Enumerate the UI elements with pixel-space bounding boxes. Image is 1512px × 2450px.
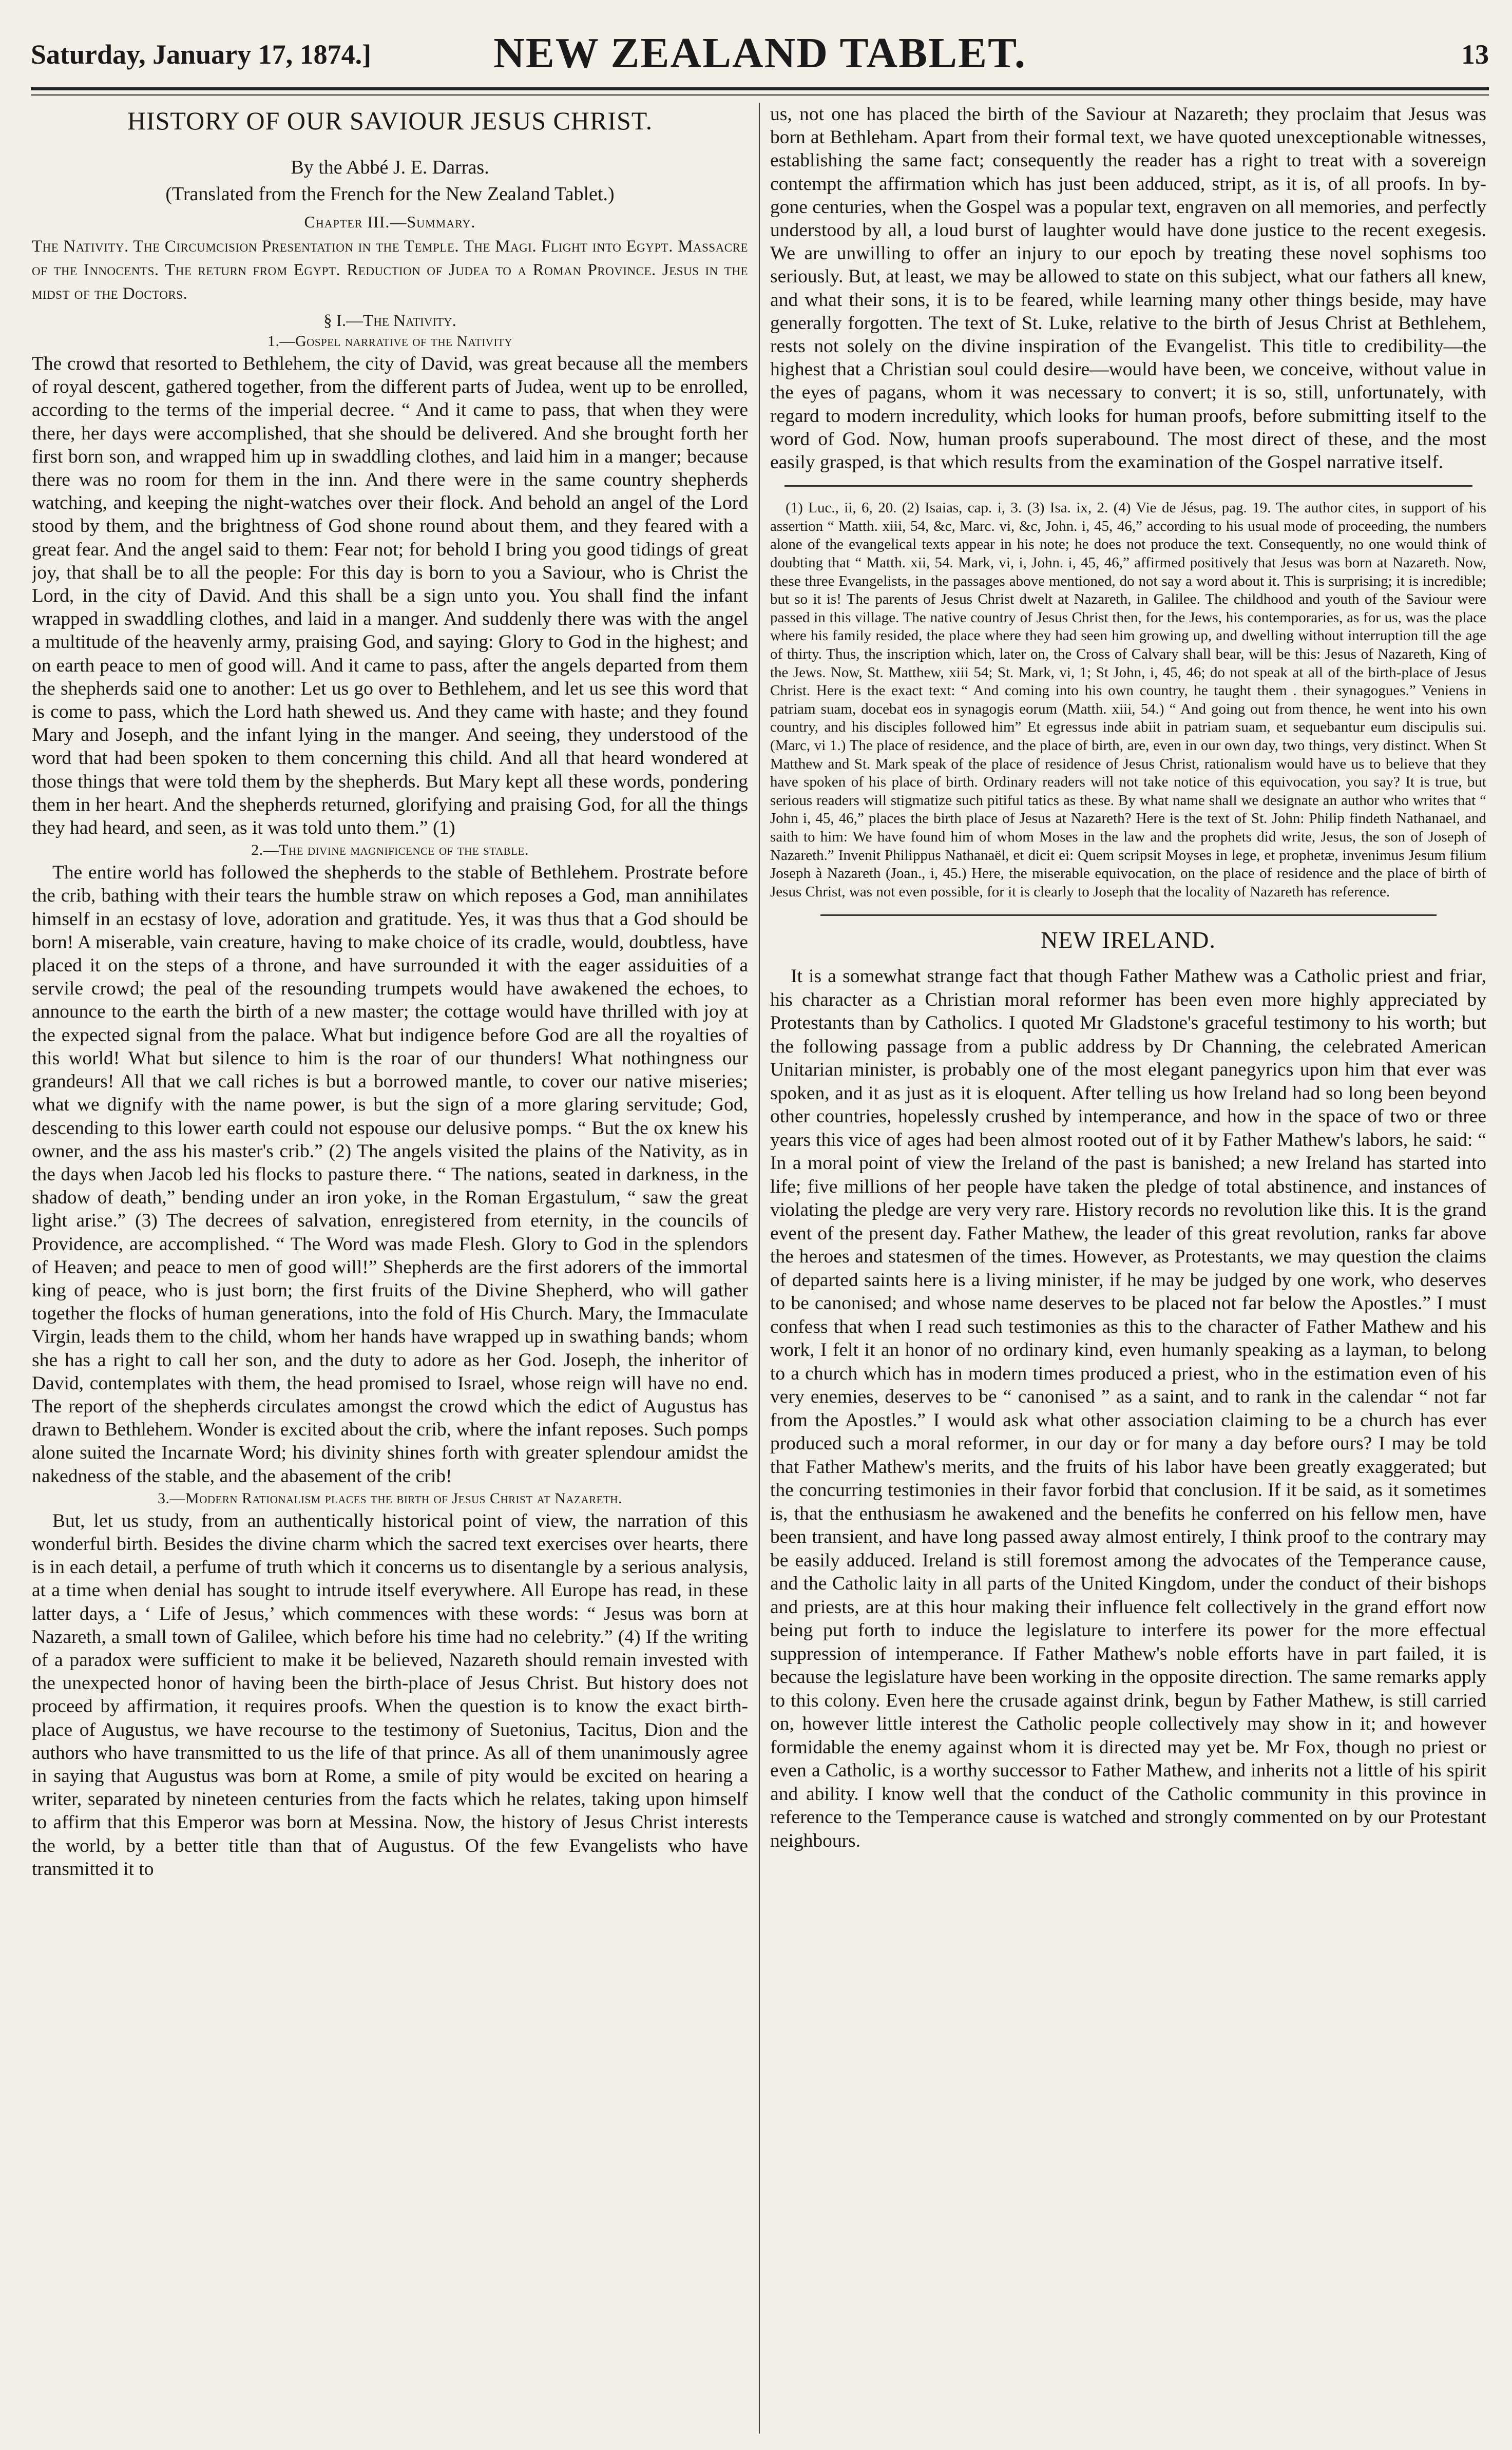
paragraph-stable: The entire world has followed the shepherds to the stable of Bethlehem. Prostrate before the crib, bathing with their tears the humble straw on which reposes a God, man annihilates himself in an ecstasy of love, adoration and gratitude. Yes, it was thus that a God should be born! A miserable, vain creature, having to make choice of its cradle, would, doubtless, have placed it on the steps of a throne, and have surrounded it with the eager assiduities of a servile crowd; the peal of the resounding trumpets would have awakened the echoes, to announce to the earth the birth of a new master; the cottage would have thrilled with joy at the expected signal from the palace. What but indigence before God are all the royalties of this world! What but silence to him is the roar of our thunders! What nothingness our grandeurs! All that we call riches is but a borrowed mantle, to cover our native miseries; what we dignify with the name power, is but the sign of a more glaring servitude; God, descending to this lower earth could not espouse our delusive pomps. “ But the ox knew his owner, and the ass his master's crib.” (2) The angels visited the plains of the Nativity, as in the days when Jacob led his flocks to pasture there. “ The nations, seated in darkness, in the shadow of death,” bending under an iron yoke, in the Roman Ergastulum, “ saw the great light arise.” (3) The decrees of salvation, enregistered from eternity, in the councils of Providence, are accomplished. “ The Word was made Flesh. Glory to God in the splendors of Heaven; and peace to men of good will!” Shepherds are the first adorers of the immortal king of peace, who is just born; the first fruits of the Divine Shepherd, who will gather together the flocks of human generations, into the fold of His Church. Mary, the Immaculate Virgin, leads them to the child, whom her hands have wrapped up in swathing bands; whom she has a right to call her son, and the duty to adore as her God. Joseph, the inheritor of David, contemplates with them, the head promised to Israel, whose reign will have no end. The report of the shepherds circulates amongst the crowd which the edict of Augustus has drawn to Bethlehem. Wonder is excited about the crib, where the infant reposes. Such pomps alone suited the Incarnate Word; his divinity shines forth with greater splendour amidst the nakedness of the stable, and the abasement of the crib!: [32, 862, 748, 1487]
chapter-summary: The Nativity. The Circumcision Presentation in the Temple. The Magi. Flight into Egypt. Massacre of the Innocents. The return from Egypt. Reduction of Judea to a Roman Province. Jesus in the midst of the Doctors.: [32, 237, 748, 303]
footnotes: (1) Luc., ii, 6, 20. (2) Isaias, cap. i, 3. (3) Isa. ix, 2. (4) Vie de Jésus, pag. 19. The author cites, in support of his assertion “ Matth. xiii, 54, &c, Marc. vi, &c, John. i, 45, 46,” according to his usual mode of proceeding, the numbers alone of the evangelical texts appear in his note; he does not produce the text. Consequently, no one would think of doubting that “ Matth. xii, 54. Mark, vi, i, John. i, 45, 46,” affirmed positively that Jesus was born at Nazareth. Now, these three Evangelists, in the passages above mentioned, do not say a word about it. This is surprising; it is incredible; but so it is! The parents of Jesus Christ dwelt at Nazareth, in Galilee. The childhood and youth of the Saviour were passed in this village. The native country of Jesus Christ then, for the Jews, his contemporaries, as for us, was the place where his family resided, the place where they had seen him growing up, and dwelling without interruption till the age of thirty. Thus, the inscription which, later on, the Cross of Calvary shall bear, will be this: Jesus of Nazareth, King of the Jews. Now, St. Matthew, xiii 54; St. Mark, vi, 1; St John, i, 45, 46; do not speak at all of the birth-place of Jesus Christ. Here is the exact text: “ And coming into his own country, he taught them . their synagogues.” Veniens in patriam suam, docebat eos in synagogis eorum (Matth. xiii, 54.) “ And going out from thence, he went into his own country, and his disciples followed him” Et egressus inde abiit in patriam suam, et sequebantur eum discipulis sui. (Marc, vi 1.) The place of residence, and the place of birth, are, even in our own day, two things, very distinct. When St Matthew and St. Mark speak of the place of residence of Jesus Christ, rationalism would have us to believe that they have spoken of his place of birth. Ordinary readers will not take notice of this equivocation, you say? It is true, but serious readers will stigmatize such pitiful tatics as these. By what name shall we designate an author who writes that “ John i, 45, 46,” places the birth place of Jesus at Nazareth? Here is the text of St. John: Philip findeth Nathanael, and saith to him: We have found him of whom Moses in the law and the prophets did write, Jesus, the son of Joseph of Nazareth.” Invenit Philippus Nathanaël, et dicit ei: Quem scripsit Moyses in lege, et prophetæ, invenimus Jesum filium Joseph à Nazareth (Joan., i, 45.) Here, the miserable equivocation, on the place of residence and the place of birth of Jesus Christ, was not even possible, for it is clearly to Joseph that the locality of Nazareth has reference.: [770, 500, 1486, 900]
section-heading: § I.—The Nativity.: [323, 312, 456, 330]
translation-note: (Translated from the French for the New Zealand Tablet.): [165, 183, 615, 205]
article-continuation: us, not one has placed the birth of the Saviour at Nazareth; they proclaim that Jesus was born at Bethleham. Apart from their formal text, we have quoted unexceptionable witnesses, establishing the same fact; consequently the reader has a right to treat with a sovereign contempt the affirmation which has just been adduced, stript, as it is, of all proofs. In by-gone centuries, when the Gospel was a popular text, engraven on all memories, and perfectly understood by all, a loud burst of laughter would have done justice to the recent exegesis. We are unwilling to offer an injury to our epoch by treating these novel sophisms too seriously. But, at least, we may be allowed to state on this subject, what our fathers all knew, and what their sons, it is to be feared, while learning many other things beside, may have generally forgotten. The text of St. Luke, relative to the birth of Jesus Christ at Bethlehem, rests not solely on the divine inspiration of the Evangelist. This title to credibility—the highest that a Christian soul could desire—would have been, we conceive, without value in the eyes of pagans, whom it was necessary to convert; it is so, still, unfortunately, with regard to modern incredulity, which looks for human proofs, before submitting itself to the word of God. Now, human proofs superabound. The most direct of these, and the most easily grasped, is that which results from the examination of the Gospel narrative itself.: [770, 104, 1486, 473]
page-number: 13: [1461, 39, 1489, 70]
masthead-rule-thin: [31, 94, 1489, 95]
paper-name: NEW ZEALAND TABLET.: [493, 29, 1026, 77]
article-title: HISTORY OF OUR SAVIOUR JESUS CHRIST.: [127, 106, 653, 135]
footnote-rule: [784, 485, 1472, 487]
left-column: [32, 103, 748, 2434]
article-separator: [820, 914, 1437, 916]
subheading-modern-rationalism: 3.—Modern Rationalism places the birth of Jesus Christ at Nazareth.: [158, 1489, 622, 1507]
article-title-new-ireland: NEW IRELAND.: [1041, 927, 1216, 953]
subheading-gospel-narrative: 1.—Gospel narrative of the Nativity: [267, 333, 512, 350]
right-column: [770, 103, 1486, 2434]
masthead-rule: [31, 87, 1489, 90]
paragraph-rationalism: But, let us study, from an authentically historical point of view, the narration of this wonderful birth. Besides the divine charm which the sacred text exercises over hearts, there is in each detail, a perfume of truth which it concerns us to disentangle by a serious analysis, at a time when denial has sought to intrude itself everywhere. All Europe has read, in these latter days, a ‘ Life of Jesus,’ which commences with these words: “ Jesus was born at Nazareth, a small town of Galilee, which before his time had no celebrity.” (4) If the writing of a paradox were sufficient to make it be believed, Nazareth should remain invested with the unexpected honor of having been the birth-place of Jesus Christ. But history does not proceed by affirmation, it requires proofs. When the question is to know the exact birth-place of Augustus, we have recourse to the testimony of Suetonius, Tacitus, Dion and the authors who have transmitted to us the life of that prince. As all of them unanimously agree in saying that Augustus was born at Rome, a smile of pity would be excited on hearing a writer, separated by nineteen centuries from the facts which he relates, taking upon himself to affirm that this Emperor was born at Messina. Now, the history of Jesus Christ interests the world, by a better title than that of Augustus. Of the few Evangelists who have transmitted it to: [32, 1510, 748, 1880]
subheading-divine-magnificence: 2.—The divine magnificence of the stable.: [251, 841, 529, 859]
chapter-heading: Chapter III.—Summary.: [304, 213, 476, 231]
issue-date: Saturday, January 17, 1874.]: [31, 39, 372, 70]
byline: By the Abbé J. E. Darras.: [291, 157, 489, 178]
masthead: [31, 28, 1489, 85]
paragraph-new-ireland: It is a somewhat strange fact that though Father Mathew was a Catholic priest and friar, his character as a Christian moral reformer has been even more highly appreciated by Protestants than by Catholics. I quoted Mr Gladstone's graceful testimony to his worth; but the following passage from a public address by Dr Channing, the celebrated American Unitarian minister, is probably one of the most elegant panegyrics upon him that ever was spoken, and it as just as it is eloquent. After telling us how Ireland had so long been beyond other countries, hopelessly crushed by intemperance, and how in the space of two or three years this vice of ages had been almost rooted out of it by Father Mathew's labors, he said: “ In a moral point of view the Ireland of the past is banished; a new Ireland has started into life; five millions of her people have taken the pledge of total abstinence, and instances of violating the pledge are very very rare. History records no revolution like this. It is the grand event of the present day. Father Mathew, the leader of this great revolution, ranks far above the heroes and statesmen of the times. However, as Protestants, we may question the claims of departed saints here is a living minister, if he may be judged by one work, who deserves to be canonised; and whose name deserves to be placed not far below the Apostles.” I must confess that when I read such testimonies as this to the character of Father Mathew and his work, I felt it an honor of no ordinary kind, even humanly speaking as a layman, to belong to a church which has in modern times produced a priest, who in the estimation even of his very enemies, deserves to be “ canonised ” as a saint, and to rank in the calendar “ not far from the Apostles.” I would ask what other association claiming to be a church has ever produced such a moral reformer, in our day or for many a day before ours? I may be told that Father Mathew's merits, and the fruits of his labor have been greatly exaggerated; but the concurring testimonies in their favor forbid that conclusion. If it be said, as it sometimes is, that the enthusiasm he awakened and the benefits he conferred on his fellow men, have been transient, and have long passed away almost entirely, I think proof to the contrary may be easily adduced. Ireland is still foremost among the advocates of the Temperance cause, and the Catholic laity in all parts of the United Kingdom, under the conduct of their bishops and priests, are at this hour making their influence felt collectively in the grand effort now being put forth to induce the legislature to interfere its power for the more effectual suppression of intemperance. If Father Mathew's noble efforts have in part failed, it is because the legislature have been working in the opposite direction. The same remarks apply to this colony. Even here the crusade against drink, begun by Father Mathew, is still carried on, however little interest the Catholic people collectively may show in it; and however formidable the enemy against whom it is directed may yet be. Mr Fox, though no priest or even a Catholic, is a worthy successor to Father Mathew, and inherits not a little of his spirit and ability. I know well that the conduct of the Catholic community in this province in reference to the Temperance cause is watched and strongly commented on by our Protestant neighbours.: [770, 966, 1486, 1851]
column-divider: [759, 103, 760, 2434]
paragraph-nativity: The crowd that resorted to Bethlehem, the city of David, was great because all the members of royal descent, gathered together, from the different parts of Judea, went up to be enrolled, according to the terms of the imperial decree. “ And it came to pass, that when they were there, her days were accomplished, that she should be delivered. And she brought forth her first born son, and wrapped him up in swaddling clothes, and laid him in a manger; because there was no room for them in the inn. And there were in the same country shepherds watching, and keeping the night-watches over their flock. And behold an angel of the Lord stood by them, and the brightness of God shone round about them, and they feared with a great fear. And the angel said to them: Fear not; for behold I bring you good tidings of great joy, that shall be to all the people: For this day is born to you a Saviour, who is Christ the Lord, in the city of David. And this shall be a sign unto you. You shall find the infant wrapped in swaddling clothes, and laid in a manger. And suddenly there was with the angel a multitude of the heavenly army, praising God, and saying: Glory to God in the highest; and on earth peace to men of good will. And it came to pass, after the angels departed from them the shepherds said one to another: Let us go over to Bethlehem, and let us see this word that is come to pass, which the Lord hath shewed us. And they came with haste; and they found Mary and Joseph, and the infant lying in the manger. And seeing, they understood of the word that had been spoken to them concerning this child. And all that heard wondered at those things that were told them by the shepherds. But Mary kept all these words, pondering them in her heart. And the shepherds returned, glorifying and praising God, for all the things they had heard, and seen, as it was told unto them.” (1): [32, 353, 748, 839]
